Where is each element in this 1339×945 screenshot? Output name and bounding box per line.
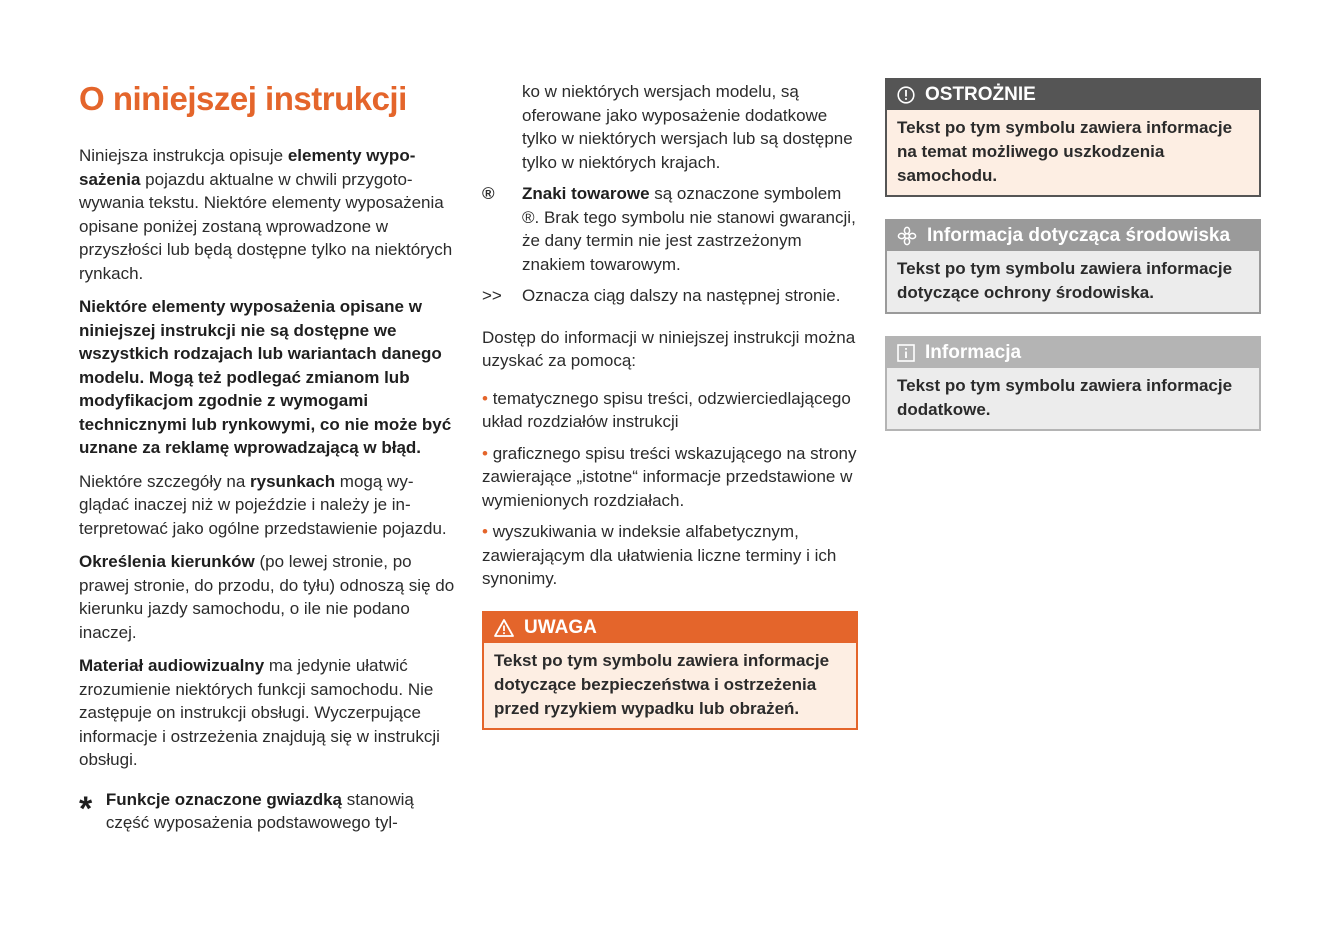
- exclamation-circle-icon: [897, 86, 915, 104]
- bullet-icon: •: [482, 443, 488, 463]
- list-item: [482, 520, 858, 591]
- registered-icon: ®: [482, 184, 495, 203]
- trademark-definition: [482, 182, 858, 276]
- environment-text: Tekst po tym symbolu zawiera informacje dotyczące ochrony środowiska.: [897, 259, 1233, 302]
- star-definition-text: [106, 788, 457, 835]
- asterisk-icon: *: [79, 789, 93, 828]
- continuation-text: ko w niektórych wersjach modelu, są oferowane jako wyposażenie dodatkowe tylko w niektórych wersjach lub są dostępne tylko w niektórych krajach.: [522, 82, 853, 172]
- continued-definition: [482, 284, 858, 308]
- list-item-text: tematycznego spisu treści, odzwierciedlającego układ rozdziałów instrukcji: [482, 388, 851, 431]
- information-text: Tekst po tym symbolu zawiera informacje dodatkowe.: [897, 376, 1233, 419]
- warning-triangle-icon: [494, 619, 514, 637]
- star-continuation: [482, 80, 858, 174]
- audiovisual-bold: Materiał audiowizualny: [79, 656, 265, 675]
- access-list: [482, 387, 858, 591]
- information-box: [885, 336, 1261, 431]
- page-title: O niniejszej instrukcji: [79, 80, 407, 117]
- warning-box: [482, 611, 858, 730]
- warning-text: Tekst po tym symbolu zawiera informacje dotyczące bezpieczeństwa i ostrzeżenia przed ryzykiem wypadku lub obrażeń.: [494, 650, 830, 718]
- bullet-icon: •: [482, 388, 488, 408]
- information-header: [887, 338, 1259, 368]
- list-item-text: wyszukiwania w indeksie alfabetycznym, zawierającym dla ułatwienia liczne terminy i ich synonimy.: [482, 522, 837, 588]
- information-body: [887, 368, 1259, 429]
- drawings-text-rest: mogą wyglądać inaczej niż w pojeździe i należy je interpretować jako ogólne przedstawienie pojazdu.: [79, 471, 447, 538]
- audiovisual-text: ma jedynie ułatwić zrozumienie niektórych funkcji samochodu. Nie zastępuje on instrukcji obsługi. Wyczerpujące informacje i ostrzeżenia znajdują się w instrukcji obsługi.: [79, 656, 440, 769]
- continued-text: Oznacza ciąg dalszy na następnej stronie.: [522, 286, 841, 305]
- trademark-bold: Znaki towarowe: [522, 184, 650, 203]
- intro-bold: elementy wyposażenia: [79, 146, 416, 189]
- access-paragraph: Dostęp do informacji w niniejszej instrukcji można uzyskać za pomocą:: [482, 327, 856, 370]
- directions-bold: Określenia kierunków: [79, 552, 255, 571]
- star-definition: [79, 788, 457, 835]
- caution-box: [885, 78, 1261, 197]
- flower-icon: [897, 226, 917, 246]
- caution-header: [887, 80, 1259, 110]
- drawings-bold: rysunkach: [250, 471, 336, 491]
- environment-title: Informacja dotycząca środowiska: [927, 225, 1231, 246]
- bullet-icon: •: [482, 522, 488, 541]
- warning-header: [484, 613, 856, 643]
- spacer: [482, 80, 522, 174]
- column-middle: [482, 80, 858, 730]
- caution-text: Tekst po tym symbolu zawiera informacje na temat możliwego uszkodzenia samochodu.: [897, 118, 1233, 185]
- environment-body: [887, 251, 1259, 312]
- continue-arrows-icon: >>: [482, 286, 502, 305]
- list-item: [482, 442, 858, 513]
- information-title: Informacja: [925, 342, 1022, 363]
- audiovisual-paragraph: [79, 654, 457, 772]
- intro-text-rest: pojazdu aktualne w chwili przygotowywania tekstu. Niektóre elementy wyposażenia opisane poniżej zostaną wprowadzone w przyszłości lub będą dostępne tylko na niektórych rynkach.: [79, 169, 453, 283]
- directions-text: (po lewej stronie, po prawej stronie, do przodu, do tyłu) odnoszą się do kierunku jazdy samochodu, o ile nie podano inaczej.: [79, 552, 455, 642]
- list-item: [482, 387, 858, 434]
- trademark-text-rest: są oznaczone symbolem ®. Brak tego symbolu nie stanowi gwarancji, że dany termin nie jest zastrzeżonym znakiem towarowym.: [522, 184, 856, 274]
- list-item-text: graficznego spisu treści wskazującego na strony zawierające „istotne“ informacje przedstawione w wymienionych rozdziałach.: [482, 443, 857, 510]
- caution-body: [887, 110, 1259, 195]
- environment-box: [885, 219, 1261, 314]
- warning-body: [484, 643, 856, 728]
- star-bold: Funkcje oznaczone gwiazdką: [105, 789, 343, 809]
- caution-title: OSTROŻNIE: [925, 84, 1036, 105]
- intro-paragraph: [79, 144, 457, 285]
- drawings-text: Niektóre szczegóły na: [79, 471, 251, 491]
- intro-text: Niniejsza instrukcja opisuje: [79, 146, 288, 165]
- warning-title: UWAGA: [524, 616, 597, 638]
- drawings-paragraph: [79, 470, 457, 541]
- star-text: stanowią część wyposażenia podstawowego tyl-: [105, 789, 414, 832]
- column-right: [885, 78, 1261, 431]
- info-square-icon: [897, 344, 915, 362]
- environment-header: [887, 221, 1259, 251]
- disclaimer-paragraph: Niektóre elementy wyposażenia opisane w niniejszej instrukcji nie są dostępne we wszystkich rodzajach lub wariantach danego modelu. Mogą też podlegać zmianom lub modyfikacjom zgodnie z wymogami technicznymi lub rynkowymi, co nie może być uznane za reklamę wprowadzającą w błąd.: [79, 297, 452, 457]
- column-left: [79, 80, 457, 835]
- directions-paragraph: [79, 550, 457, 644]
- trademark-text: [522, 182, 858, 276]
